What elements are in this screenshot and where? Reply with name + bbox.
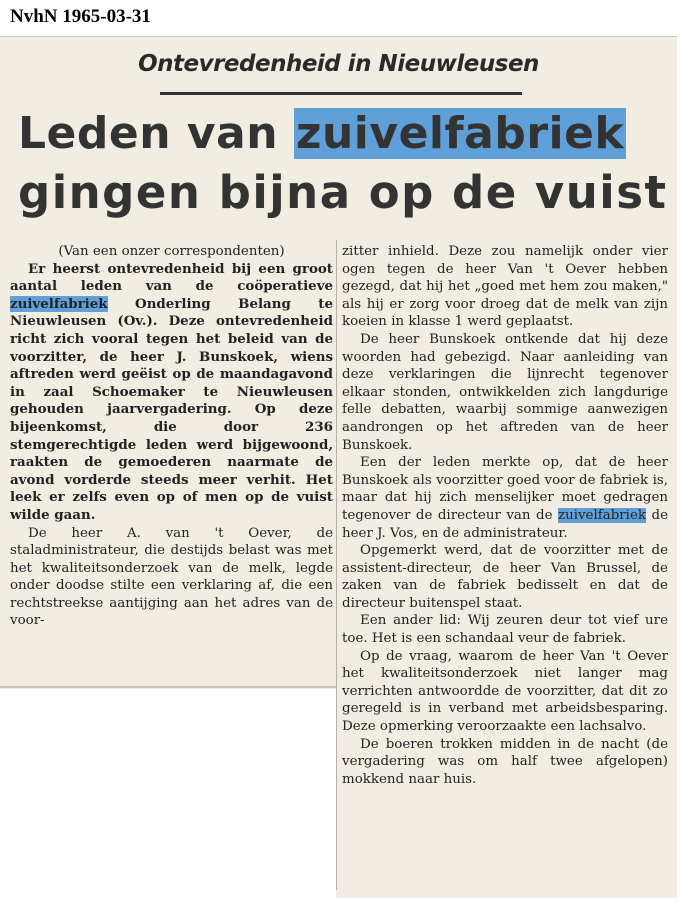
paragraph: De boeren trokken midden in de nacht (de vergadering was om half twee afgelopen) mokkend naar huis.: [342, 736, 668, 787]
kicker-title: Ontevredenheid in Nieuwleusen: [138, 51, 539, 77]
headline-text: Leden van: [18, 108, 294, 159]
paragraph: zitter inhield. Deze zou namelijk onder vier ogen tegen de heer Van 't Oever hebben gezegd, dat hij het „goed met hem zou maken," als hij er zorg voor droeg dat de melk van zijn koeien in klasse 1 werd geplaatst.: [342, 244, 668, 330]
paragraph-text-cont: de heer J. Vos, en de administrateur.: [342, 507, 668, 541]
clipping-caption: NvhN 1965-03-31: [10, 6, 151, 27]
headline-line-1: [18, 108, 668, 159]
lead-text: Er heerst ontevredenheid bij een groot aantal leden van de coöperatieve: [10, 260, 333, 295]
paragraph: Een ander lid: Wij zeuren deur tot vief ure toe. Het is een schandaal veur de fabriek.: [342, 613, 668, 647]
headline-line-2: gingen bijna op de vuist: [18, 166, 668, 219]
highlight-zuivelfabriek: zuivelfabriek: [10, 295, 108, 312]
lead-text-cont: Onderling Belang te Nieuwleusen (Ov.). Deze ontevredenheid richt zich vooral tegen het beleid van de voorzitter, de heer J. Bunskoek, wiens aftreden werd geëist op de maandagavond in zaal Schoemaker te Nieuwleusen gehouden jaarvergadering. Op deze bijeenkomst, die door 236 stemgerechtigde leden werd bijgewoond, raakten de gemoederen naarmate de avond vorderde steeds meer verhit. Het leek er zelfs even op of men op de vuist wilde gaan.: [10, 295, 333, 523]
highlight-zuivelfabriek: zuivelfabriek: [558, 507, 646, 523]
paragraph: De heer Bunskoek ontkende dat hij deze woorden had gebezigd. Naar aanleiding van deze verklaringen die lijnrecht tegenover elkaar stonden, ontwikkelden zich langdurige felle debatten, waarbij sommige aanwezigen aandrongen op het aftreden van de heer Bunskoek.: [342, 331, 668, 453]
paragraph: Opgemerkt werd, dat de voorzitter met de assistent-directeur, de heer Van Brussel, de zaken van de fabriek bedisselt en dat de directeur buitenspel staat.: [342, 543, 668, 611]
headline-highlight: zuivelfabriek: [295, 108, 625, 159]
paragraph: De heer A. van 't Oever, de staladministrateur, die destijds belast was met het kwaliteitsonderzoek van de melk, legde onder doodse stilte een verklaring af, die een rechtstreekse aantijging aan het adres van de voor-: [10, 525, 333, 629]
lead-paragraph: [10, 261, 333, 525]
paragraph-text: Een der leden merkte op, dat de heer Bunskoek als voorzitter goed voor de fabriek is, maar dat hij zich menselijker moet gedragen tegenover de directeur van de: [342, 455, 668, 523]
clipping-cut-edge: [0, 686, 336, 688]
kicker-underline: [160, 92, 522, 95]
article-column-left: [10, 243, 333, 630]
paragraph: [342, 454, 668, 542]
byline: (Van een onzer correspondenten): [58, 244, 285, 259]
column-divider: [336, 240, 337, 890]
article-column-right: [342, 243, 668, 788]
paragraph: Op de vraag, waarom de heer Van 't Oever het kwaliteitsonderzoek niet langer mag verrichten antwoordde de voorzitter, dat dit zo geregeld is in verband met arbeidsbesparing. Deze opmerking veroorzaakte een lachsalvo.: [342, 648, 668, 735]
